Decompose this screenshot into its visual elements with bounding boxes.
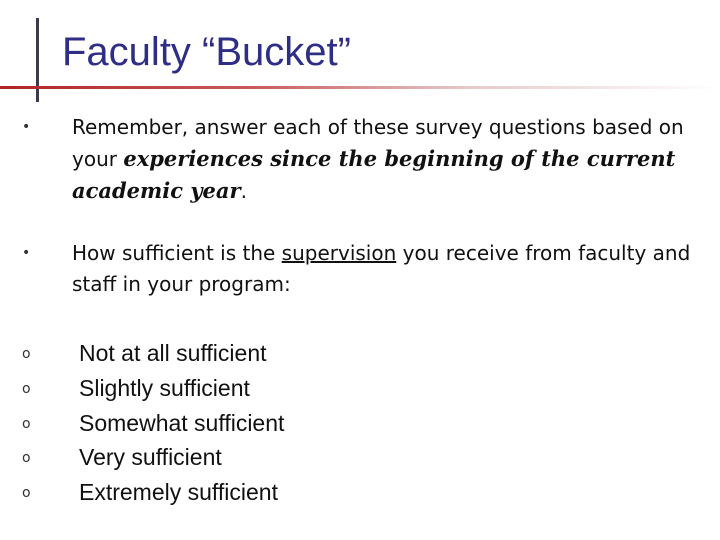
answer-options-list <box>22 336 284 510</box>
answer-option <box>22 371 284 406</box>
answer-option <box>22 475 284 510</box>
bullet-question-text <box>72 238 702 300</box>
answer-option-label: Slightly sufficient <box>79 374 250 401</box>
answer-option-label: Very sufficient <box>79 444 222 471</box>
bullet-dot-icon: • <box>22 119 31 135</box>
circle-bullet-icon: o <box>22 415 31 432</box>
slide-title: Faculty “Bucket” <box>62 30 351 74</box>
answer-option <box>22 406 284 441</box>
circle-bullet-icon: o <box>22 346 31 362</box>
answer-option-label: Not at all sufficient <box>79 340 267 366</box>
question-underlined-term: supervision <box>281 241 397 265</box>
circle-bullet-icon: o <box>22 485 31 501</box>
bullet-dot-icon: • <box>22 245 31 261</box>
answer-option-label: Extremely sufficient <box>79 479 278 505</box>
bullet-question <box>22 238 702 300</box>
instruction-emphasis: experiences since the beginning of the current academic year <box>72 146 676 203</box>
bullet-instruction-text <box>72 112 702 207</box>
answer-option-label: Somewhat sufficient <box>79 409 285 436</box>
circle-bullet-icon: o <box>22 450 31 467</box>
title-vertical-bar <box>36 18 39 102</box>
question-text-start: How sufficient is the <box>72 241 282 265</box>
instruction-text-end: . <box>240 179 247 203</box>
answer-option <box>22 440 284 475</box>
bullet-instruction <box>22 112 702 207</box>
circle-bullet-icon: o <box>22 380 31 397</box>
question-text-end: you receive from faculty and staff in your program: <box>72 241 691 296</box>
answer-option <box>22 336 284 371</box>
title-underline-rule <box>0 86 720 89</box>
instruction-text-start: Remember, answer each of these survey questions based on your <box>72 115 684 171</box>
